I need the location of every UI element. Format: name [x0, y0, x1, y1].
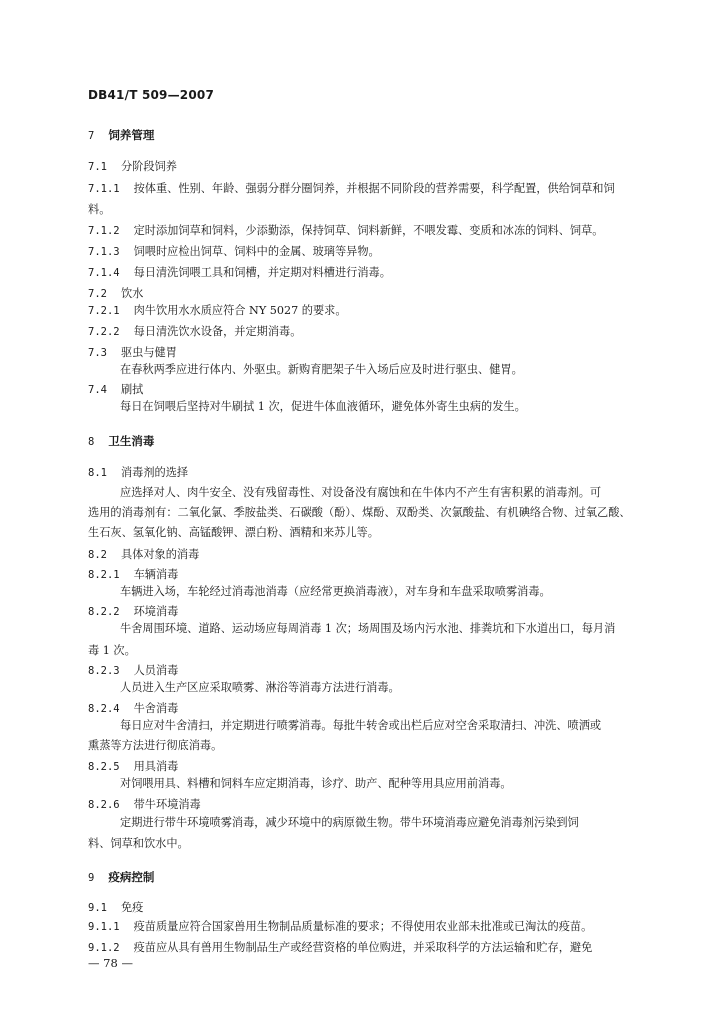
clause-text: 分阶段饲养 — [120, 160, 177, 173]
clause-text: 料。 — [88, 203, 111, 216]
clause-text: 刷拭 — [120, 383, 144, 396]
text-line — [88, 798, 660, 812]
clause-text: 饲喂时应检出饲草、饲料中的金属、玻璃等异物。 — [133, 245, 380, 258]
text-line — [88, 245, 660, 259]
clause-text: 定期进行带牛环境喷雾消毒，减少环境中的病原微生物。带牛环境消毒应避免消毒剂污染到饲 — [120, 816, 579, 829]
clause-text: 带牛环境消毒 — [133, 798, 201, 811]
section-heading — [88, 434, 660, 449]
standard-code-header: DB41/T 509—2007 — [88, 88, 214, 102]
clause-text: 每日清洗饲喂工具和饲槽，并定期对料槽进行消毒。 — [133, 266, 391, 279]
clause-number: 7.4 — [88, 384, 107, 396]
text-line — [88, 506, 660, 520]
clause-text: 环境消毒 — [133, 605, 179, 618]
clause-number: 9.1.2 — [88, 942, 120, 954]
clause-text: 驱虫与健胃 — [120, 346, 177, 359]
text-line — [88, 466, 660, 480]
text-line — [88, 760, 660, 774]
clause-number: 9.1 — [88, 902, 107, 914]
text-line — [88, 739, 660, 753]
clause-text: 牛舍消毒 — [133, 702, 179, 715]
text-line — [88, 363, 692, 377]
text-line — [88, 486, 692, 500]
clause-text: 饮水 — [120, 287, 144, 300]
clause-text: 车辆消毒 — [133, 568, 179, 581]
text-line — [88, 526, 660, 540]
clause-text: 熏蒸等方法进行彻底消毒。 — [88, 739, 223, 752]
clause-text: 疫苗应从具有兽用生物制品生产或经营资格的单位购进，并采取科学的方法运输和贮存，避免 — [133, 941, 593, 954]
text-line — [88, 920, 660, 934]
clause-number: 7.2 — [88, 288, 107, 300]
section-heading — [88, 128, 660, 143]
text-line — [88, 702, 660, 716]
page-number: — 78 — — [88, 956, 133, 970]
text-line — [88, 622, 692, 636]
clause-number: 7.2.2 — [88, 326, 120, 338]
clause-text: 应选择对人、肉牛安全、没有残留毒性、对设备没有腐蚀和在牛体内不产生有害积累的消毒剂。可 — [120, 486, 602, 499]
clause-text: 对饲喂用具、料槽和饲料车应定期消毒，诊疗、助产、配种等用具应用前消毒。 — [120, 777, 512, 790]
clause-text: 免疫 — [120, 901, 144, 914]
clause-text: 车辆进入场，车轮经过消毒池消毒（应经常更换消毒液），对车身和车盘采取喷雾消毒。 — [120, 585, 551, 598]
clause-text: 疫苗质量应符合国家兽用生物制品质量标准的要求；不得使用农业部未批准或已淘汰的疫苗。 — [133, 920, 593, 933]
clause-number: 7.1.3 — [88, 246, 120, 258]
text-line — [88, 325, 660, 339]
clause-number: 7.3 — [88, 347, 107, 359]
text-line — [88, 304, 660, 318]
text-line — [88, 585, 692, 599]
clause-text: 每日应对牛舍清扫，并定期进行喷雾消毒。每批牛转舍或出栏后应对空舍采取清扫、冲洗、喷洒或 — [120, 719, 602, 732]
clause-text: 疫病控制 — [108, 870, 155, 884]
clause-text: 牛舍周围环境、道路、运动场应每周消毒 1 次；场周围及场内污水池、排粪坑和下水道出口，每月消 — [120, 622, 616, 635]
clause-text: 卫生消毒 — [108, 434, 155, 448]
text-line — [88, 383, 660, 397]
clause-text: 用具消毒 — [133, 760, 179, 773]
clause-text: 选用的消毒剂有：二氧化氯、季胺盐类、石碳酸（酚）、煤酚、双酚类、次氯酸盐、有机碘络合物、过氧乙酸、 — [88, 506, 631, 519]
text-line — [88, 901, 660, 915]
text-line — [88, 182, 660, 196]
text-line — [88, 837, 660, 851]
clause-number: 8.1 — [88, 467, 107, 479]
text-line — [88, 346, 660, 360]
text-line — [88, 400, 692, 414]
text-line — [88, 203, 660, 217]
clause-text: 生石灰、氢氧化钠、高锰酸钾、漂白粉、酒精和来苏儿等。 — [88, 526, 379, 539]
clause-text: 人员消毒 — [133, 664, 179, 677]
text-line — [88, 548, 660, 562]
clause-number: 8.2.4 — [88, 703, 120, 715]
clause-text: 按体重、性别、年龄、强弱分群分圈饲养，并根据不同阶段的营养需要，科学配置，供给饲草和饲 — [133, 182, 615, 195]
clause-number: 9 — [88, 872, 95, 884]
clause-number: 7 — [88, 130, 95, 142]
text-line — [88, 719, 692, 733]
text-line — [88, 816, 692, 830]
clause-text: 肉牛饮用水水质应符合 NY 5027 的要求。 — [133, 304, 347, 317]
text-line — [88, 605, 660, 619]
text-line — [88, 224, 660, 238]
text-line — [88, 941, 660, 955]
text-line — [88, 568, 660, 582]
clause-text: 饲养管理 — [108, 128, 155, 142]
clause-text: 毒 1 次。 — [88, 644, 136, 657]
text-line — [88, 644, 660, 658]
clause-number: 9.1.1 — [88, 921, 120, 933]
clause-text: 在春秋两季应进行体内、外驱虫。新购育肥架子牛入场后应及时进行驱虫、健胃。 — [120, 363, 523, 376]
clause-text: 每日在饲喂后坚持对牛刷拭 1 次，促进牛体血液循环，避免体外寄生虫病的发生。 — [120, 400, 526, 413]
clause-text: 消毒剂的选择 — [120, 466, 189, 479]
section-heading — [88, 870, 660, 885]
clause-number: 8.2.3 — [88, 665, 120, 677]
clause-text: 料、饲草和饮水中。 — [88, 837, 189, 850]
text-line — [88, 681, 692, 695]
clause-number: 7.1.2 — [88, 225, 120, 237]
clause-number: 7.2.1 — [88, 305, 120, 317]
clause-number: 7.1.4 — [88, 267, 120, 279]
text-line — [88, 160, 660, 174]
text-line — [88, 664, 660, 678]
clause-text: 每日清洗饮水设备，并定期消毒。 — [133, 325, 302, 338]
clause-number: 8.2.1 — [88, 569, 120, 581]
clause-number: 8.2.6 — [88, 799, 120, 811]
clause-number: 8.2.2 — [88, 606, 120, 618]
clause-number: 8 — [88, 436, 95, 448]
clause-number: 8.2.5 — [88, 761, 120, 773]
clause-number: 7.1.1 — [88, 183, 120, 195]
text-line — [88, 266, 660, 280]
clause-number: 7.1 — [88, 161, 107, 173]
text-line — [88, 777, 692, 791]
clause-text: 具体对象的消毒 — [120, 548, 200, 561]
clause-text: 人员进入生产区应采取喷雾、淋浴等消毒方法进行消毒。 — [120, 681, 400, 694]
text-line — [88, 287, 660, 301]
clause-number: 8.2 — [88, 549, 107, 561]
clause-text: 定时添加饲草和饲料，少添勤添，保持饲草、饲料新鲜，不喂发霉、变质和冰冻的饲料、饲草。 — [133, 224, 604, 237]
